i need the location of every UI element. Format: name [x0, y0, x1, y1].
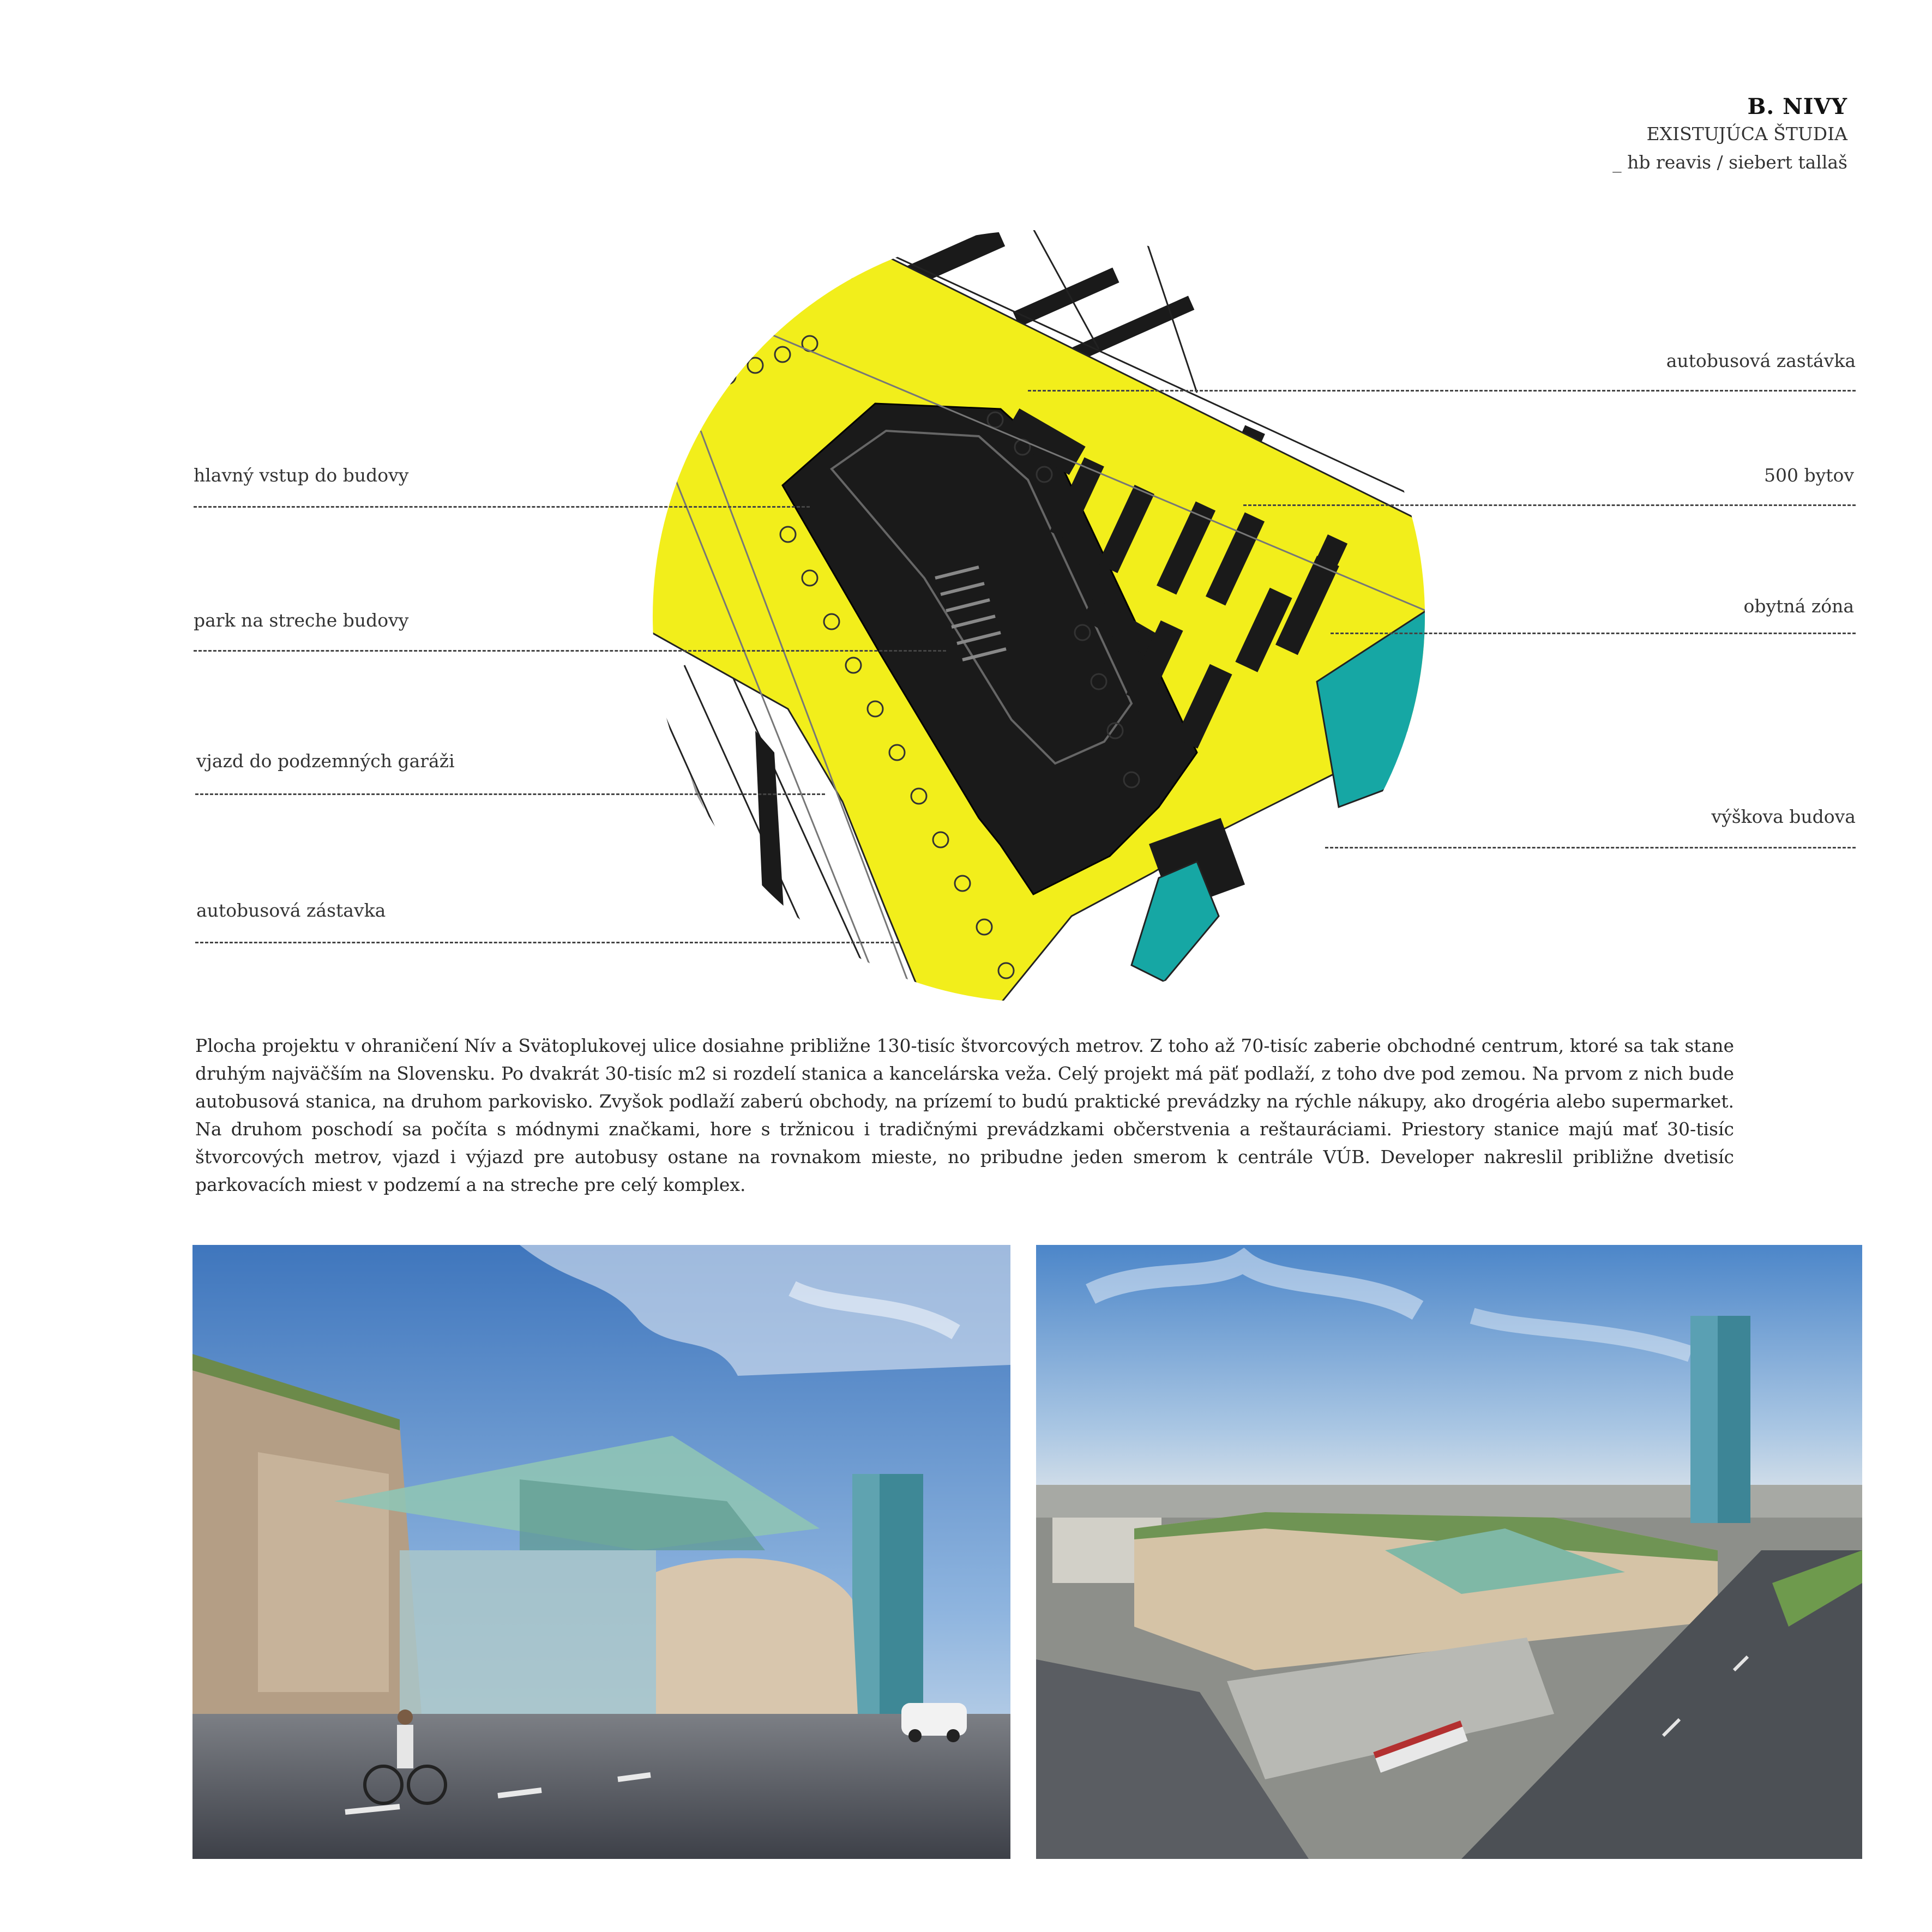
label-bus-stop-right: autobusová zastávka: [1666, 350, 1856, 371]
leader-line: [194, 650, 946, 652]
label-bus-stop-left: autobusová zástavka: [196, 900, 386, 921]
label-high-rise: výškova budova: [1711, 806, 1856, 827]
site-plan-drawing: [652, 229, 1426, 1003]
label-garage-entrance: vjazd do podzemných garáži: [196, 750, 455, 772]
leader-line: [195, 793, 825, 795]
page-authors: _ hb reavis / siebert tallaš: [1612, 152, 1847, 173]
site-plan: [652, 229, 1426, 1003]
page-title: B. NIVY: [1747, 94, 1847, 119]
leader-line: [1243, 504, 1856, 506]
leader-line: [195, 942, 899, 943]
label-roof-park: park na streche budovy: [194, 610, 409, 631]
header: [1612, 94, 1847, 177]
rendering-aerial-view: [1036, 1245, 1862, 1859]
leader-line: [194, 506, 810, 508]
label-residential-zone: obytná zóna: [1743, 595, 1854, 617]
leader-line: [1325, 847, 1856, 848]
leader-line: [1028, 390, 1856, 392]
label-apartments: 500 bytov: [1764, 465, 1854, 486]
rendering-street-view: [192, 1245, 1010, 1859]
leader-line: [1331, 633, 1856, 634]
description-paragraph: Plocha projektu v ohraničení Nív a Svätoplukovej ulice dosiahne približne 130-tisíc štvorcových metrov. Z toho až 70-tisíc zaberie obchodné centrum, ktoré sa tak stane druhým najväčším na Slovensku. Po dvakrát 30-tisíc m2 si rozdelí stanica a kancelárska veža. Celý projekt má päť podlaží, z toho dve pod zemou. Na prvom z nich bude autobusová stanica, na druhom parkovisko. Zvyšok podlaží zaberú obchody, na prízemí to budú praktické prevádzky na rýchle nákupy, ako drogéria alebo supermarket. Na druhom poschodí sa počíta s módnymi značkami, hore s tržnicou i tradičnými prevádzkami občerstvenia a reštauráciami. Priestory stanice majú mať 30-tisíc štvorcových metrov, vjazd i výjazd pre autobusy ostane na rovnakom mieste, no pribudne jeden smerom k centrále VÚB. Developer nakreslil približne dvetisíc parkovacích miest v podzemí a na streche pre celý komplex.: [195, 1035, 1734, 1195]
page-subtitle: EXISTUJÚCA ŠTUDIA: [1646, 123, 1847, 145]
label-main-entrance: hlavný vstup do budovy: [194, 465, 409, 486]
